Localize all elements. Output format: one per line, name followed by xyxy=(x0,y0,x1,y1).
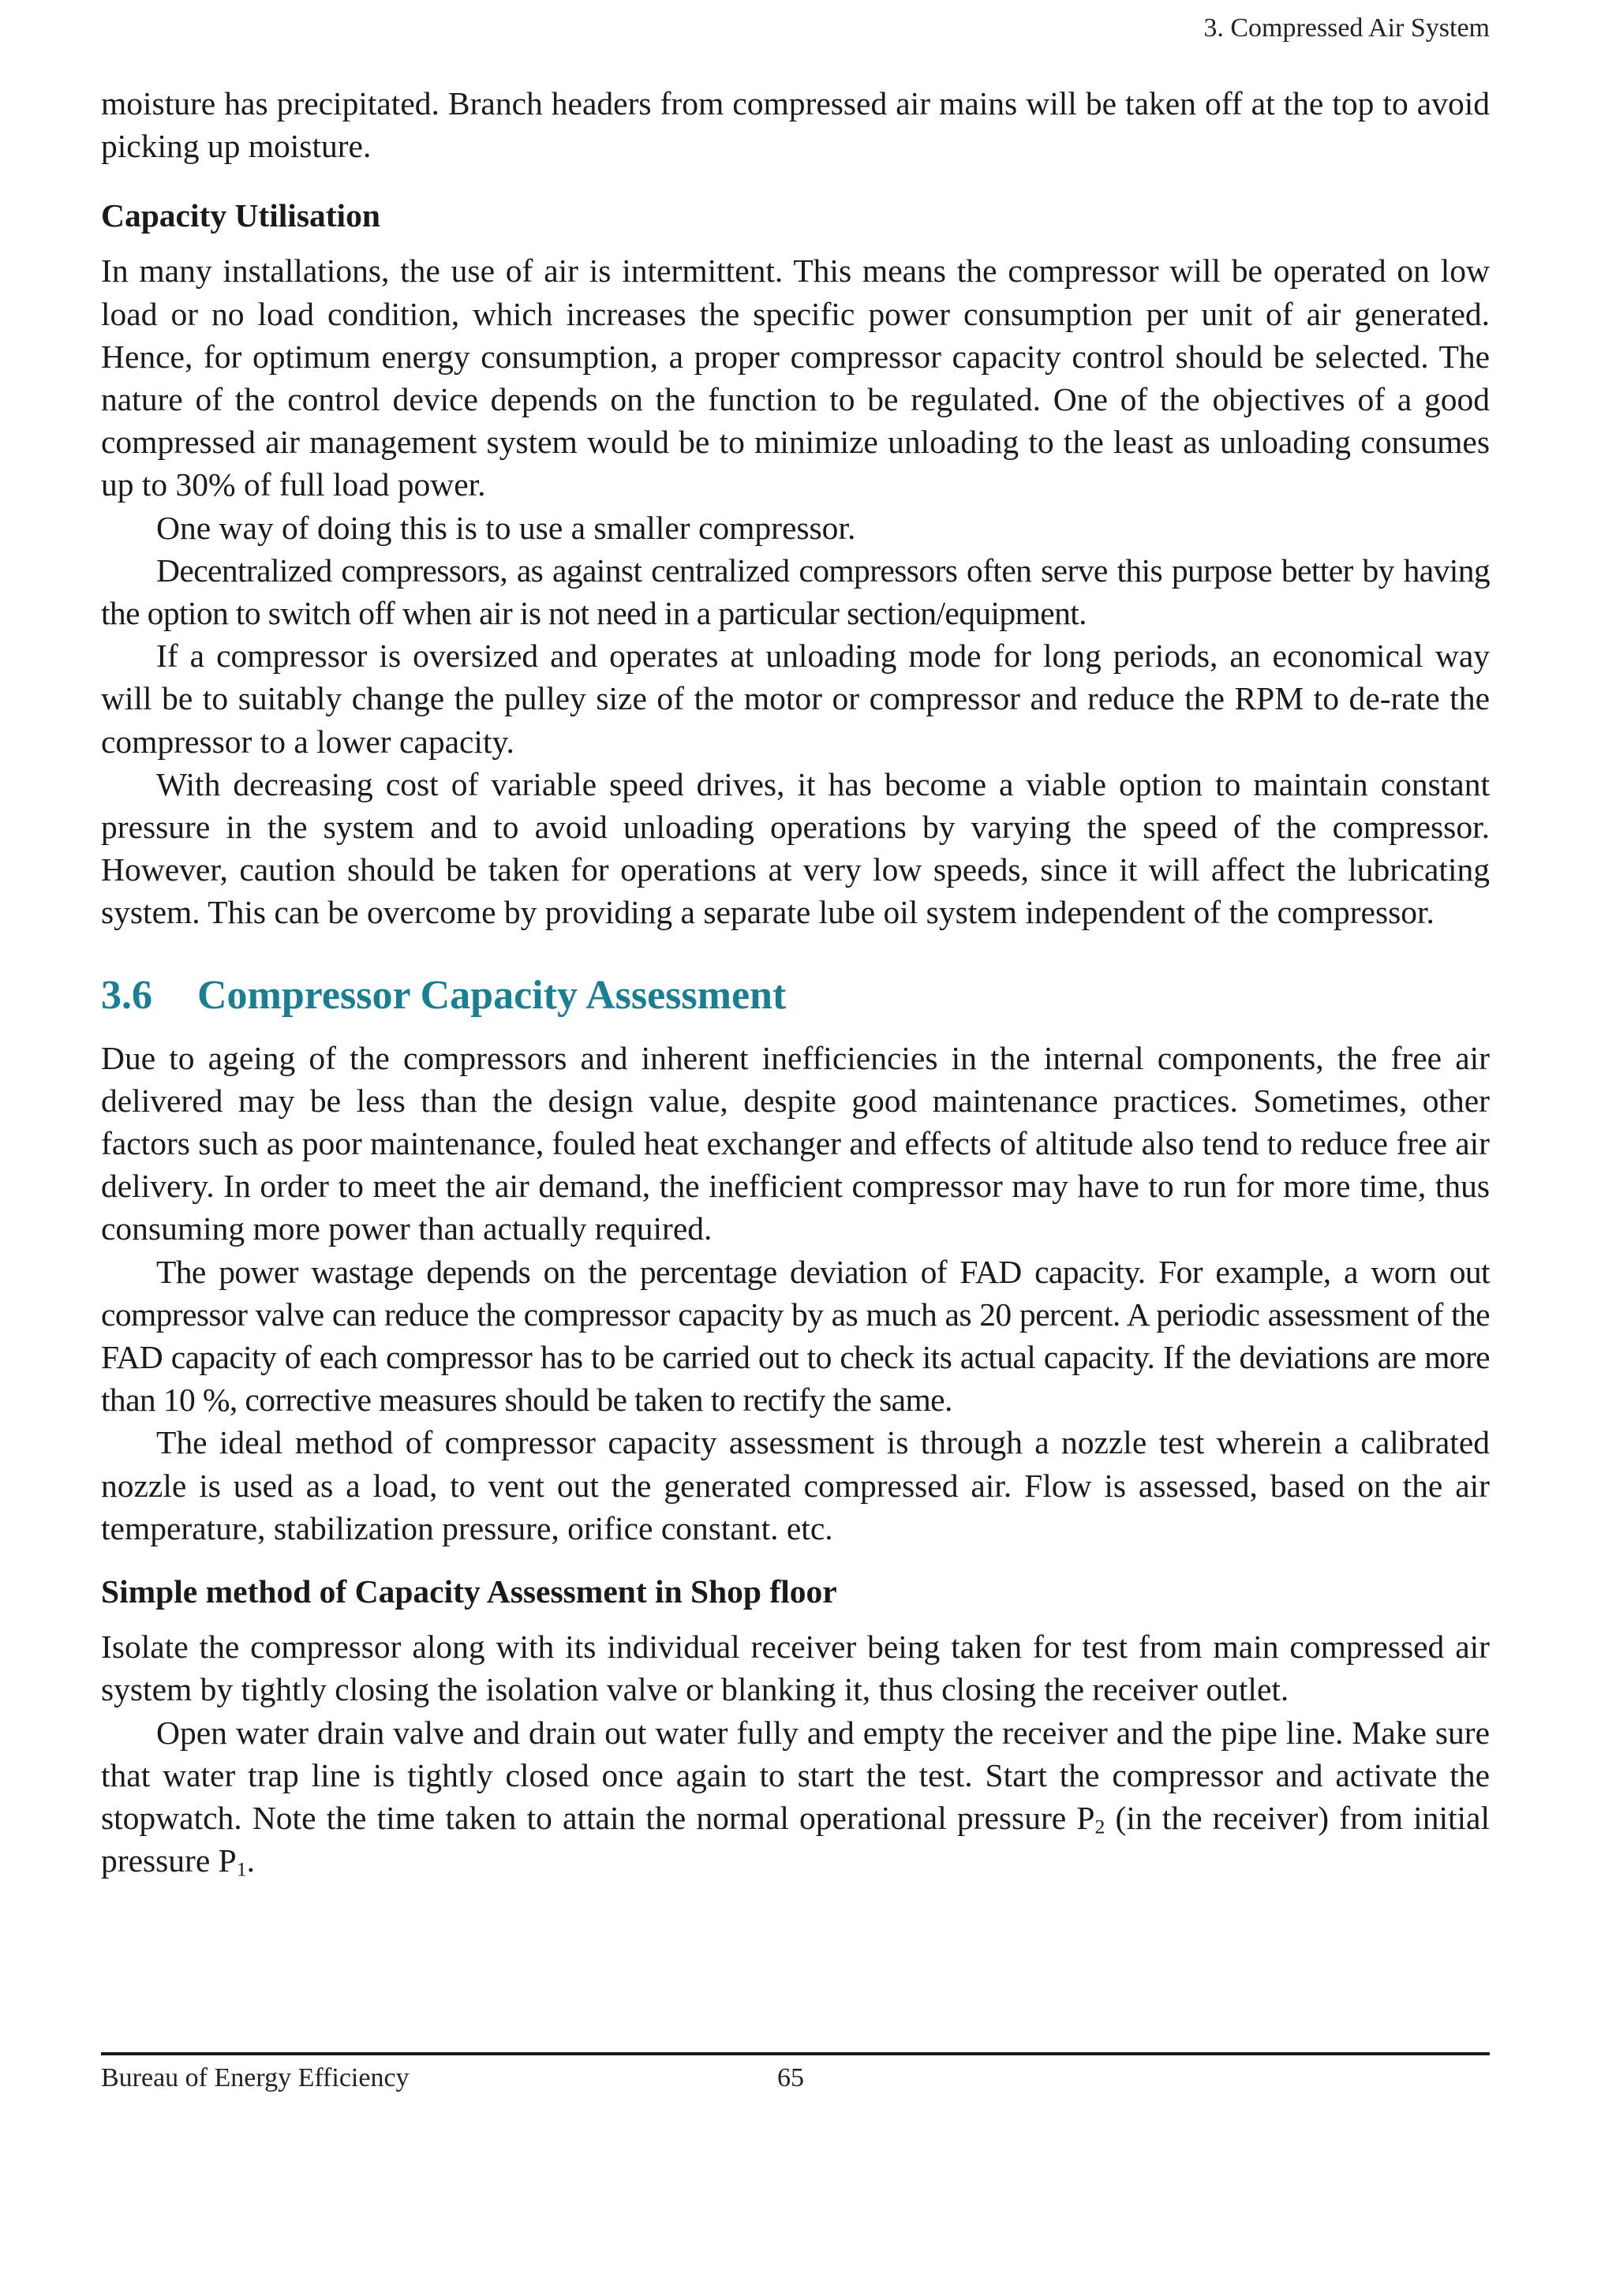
page-number: 65 xyxy=(777,2063,804,2092)
continued-paragraph: moisture has precipitated. Branch headers from compressed air mains will be taken off at the top to avoid picking up moisture. xyxy=(101,85,1490,165)
section-number: 3.6 xyxy=(101,972,152,1018)
running-header: 3. Compressed Air System xyxy=(1203,13,1490,43)
paragraph: The ideal method of compressor capacity assessment is through a nozzle test wherein a calibrated nozzle is used as a load, to vent out the generated compressed air. Flow is assessed, based on the air temperature, stabilization pressure, orifice constant. etc. xyxy=(101,1424,1490,1546)
paragraph: One way of doing this is to use a smaller compressor. xyxy=(156,509,856,546)
paragraph: Decentralized compressors, as against centralized compressors often serve this purpose better by having the option to switch off when air is not need in a particular section/equipment. xyxy=(101,552,1490,632)
paragraph-text: (in the receiver) from initial pressure P xyxy=(101,1799,1490,1879)
page-body xyxy=(101,82,1490,1882)
section-title: Compressor Capacity Assessment xyxy=(197,972,787,1018)
subheading-capacity-utilisation: Capacity Utilisation xyxy=(101,197,380,234)
paragraph-pressure xyxy=(101,1711,1490,1883)
subheading-simple-method: Simple method of Capacity Assessment in Shop floor xyxy=(101,1573,837,1610)
paragraph: In many installations, the use of air is intermittent. This means the compressor will be operated on low load or no load condition, which increases the specific power consumption per unit of air generated. Hence, for optimum energy consumption, a proper compressor capacity control should be selected. The nature of the control device depends on the function to be regulated. One of the objectives of a good compressed air management system would be to minimize unloading to the least as unloading consumes up to 30% of full load power. xyxy=(101,252,1490,503)
paragraph: With decreasing cost of variable speed drives, it has become a viable option to maintain constant pressure in the system and to avoid unloading operations by varying the speed of the compressor. However, caution should be taken for operations at very low speeds, since it will affect the lubricating system. This can be overcome by providing a separate lube oil system independent of the compressor. xyxy=(101,765,1490,931)
footer-publisher: Bureau of Energy Efficiency xyxy=(101,2063,410,2092)
paragraph: The power wastage depends on the percentage deviation of FAD capacity. For example, a worn out compressor valve can reduce the compressor capacity by as much as 20 percent. A periodic assessment of the FAD capacity of each compressor has to be carried out to check its actual capacity. If the deviations are more than 10 %, corrective measures should be taken to rectify the same. xyxy=(101,1253,1490,1419)
paragraph-text: Open water drain valve and drain out water fully and empty the receiver and the pipe line. Make sure that water trap line is tightly closed once again to start the test. Start the compressor and activate the stopwatch. Note the time taken to attain the normal operational pressure P xyxy=(101,1714,1490,1836)
section-heading xyxy=(101,970,1490,1021)
subscript-1: 1 xyxy=(236,1857,247,1881)
paragraph-text: . xyxy=(246,1842,255,1879)
paragraph: If a compressor is oversized and operates at unloading mode for long periods, an economical way will be to suitably change the pulley size of the motor or compressor and reduce the RPM to de-rate the compressor to a lower capacity. xyxy=(101,638,1490,760)
footer-rule xyxy=(101,2052,1490,2055)
subscript-2: 2 xyxy=(1094,1815,1105,1838)
paragraph: Due to ageing of the compressors and inherent inefficiencies in the internal components, the free air delivered may be less than the design value, despite good maintenance practices. Sometimes, other factors such as poor maintenance, fouled heat exchanger and effects of altitude also tend to reduce free air delivery. In order to meet the air demand, the inefficient compressor may have to run for more time, thus consuming more power than actually required. xyxy=(101,1039,1490,1247)
paragraph: Isolate the compressor along with its individual receiver being taken for test from main compressed air system by tightly closing the isolation valve or blanking it, thus closing the receiver outlet. xyxy=(101,1629,1490,1708)
